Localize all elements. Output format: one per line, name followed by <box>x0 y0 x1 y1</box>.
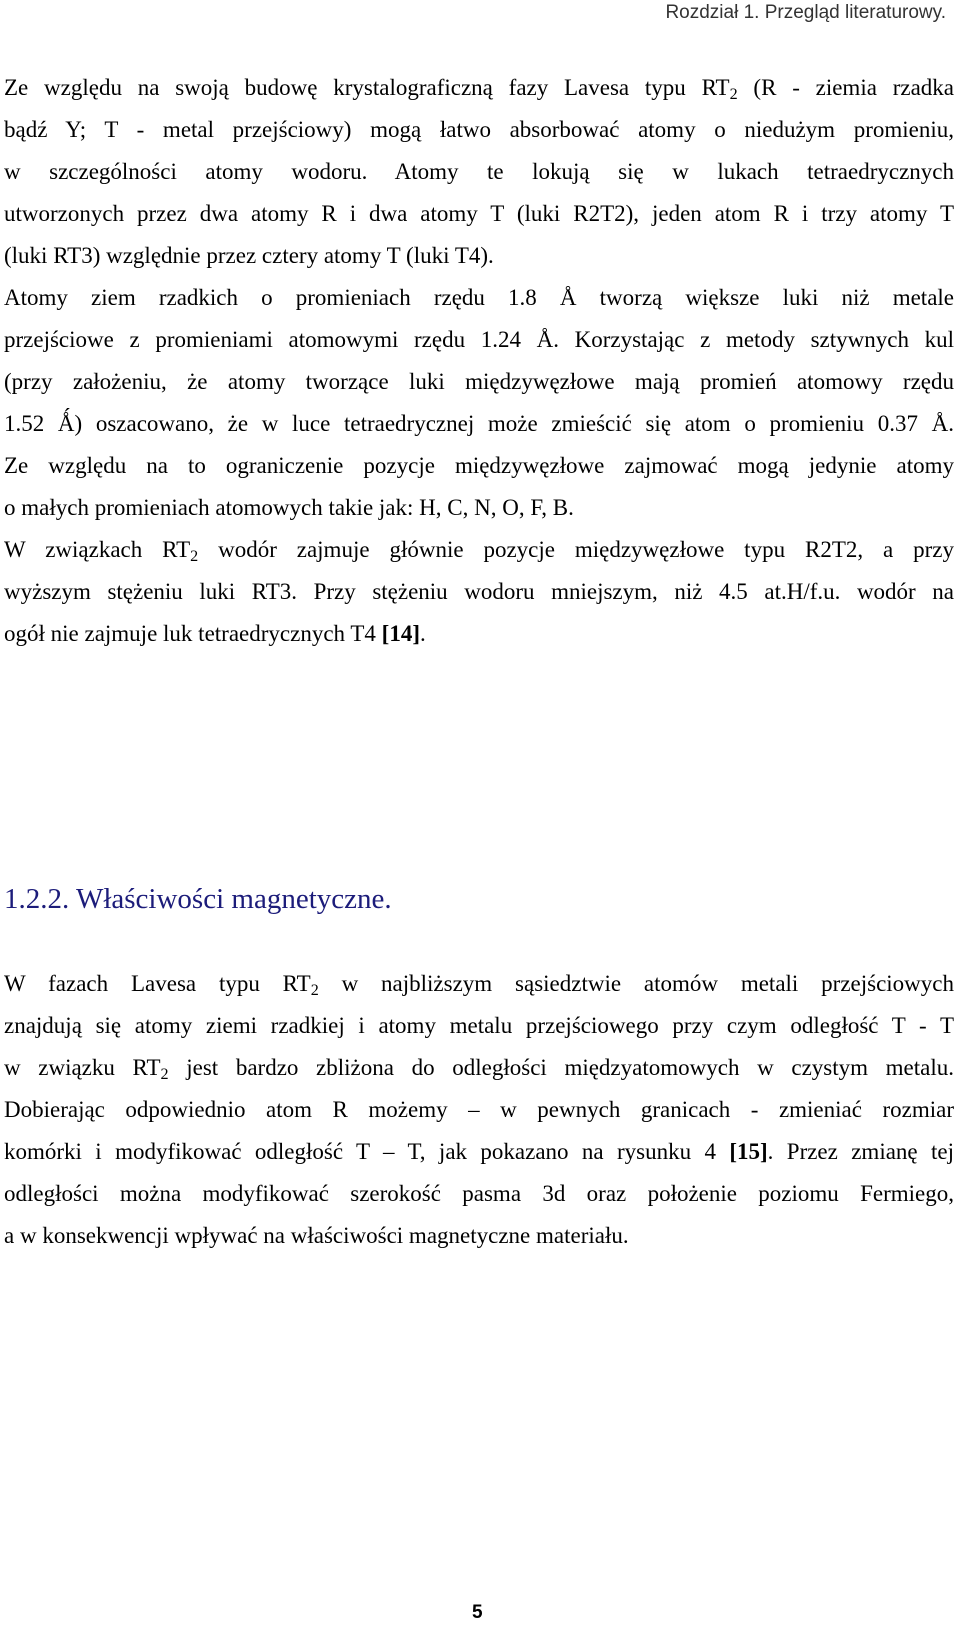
paragraph-1-line-5: (luki RT3) względnie przez cztery atomy T (luki T4). <box>4 243 494 268</box>
paragraph-1-line-1: Ze względu na swoją budowę krystalograficzną fazy Lavesa typu $RT_2$ (R - ziemia rzadka <box>4 75 954 104</box>
paragraph-1-line-2: bądź Y; T - metal przejściowy) mogą łatwo absorbować atomy o niedużym promieniu, <box>4 117 954 142</box>
paragraph-4-line-4: Dobierając odpowiednio atom R możemy – w pewnych granicach - zmieniać rozmiar <box>4 1097 954 1122</box>
page-number: 5 <box>472 1602 483 1623</box>
citation-14: [14] <box>381 621 420 646</box>
paragraph-3-line-1: W związkach $RT_2$ wodór zajmuje głównie pozycje międzywęzłowe typu R2T2, a przy <box>4 537 954 566</box>
section-heading: 1.2.2. Właściwości magnetyczne. <box>4 883 392 915</box>
paragraph-4-line-2: znajdują się atomy ziemi rzadkiej i atomy metalu przejściowego przy czym odległość T - T <box>4 1013 954 1038</box>
paragraph-3-line-3: ogół nie zajmuje luk tetraedrycznych T4 [14]. <box>4 621 426 646</box>
paragraph-2-line-3: (przy założeniu, że atomy tworzące luki międzywęzłowe mają promień atomowy rzędu <box>4 369 954 394</box>
citation-15: [15] <box>729 1139 768 1164</box>
paragraph-4-line-5: komórki i modyfikować odległość T – T, jak pokazano na rysunku 4 [15]. Przez zmianę tej <box>4 1139 954 1164</box>
running-header: Rozdział 1. Przegląd literaturowy. <box>665 2 946 23</box>
paragraph-2-line-2: przejściowe z promieniami atomowymi rzędu 1.24 Å. Korzystając z metody sztywnych kul <box>4 327 954 352</box>
paragraph-2-line-4: 1.52 Ǻ) oszacowano, że w luce tetraedrycznej może zmieścić się atom o promieniu 0.37 Å. <box>4 411 954 436</box>
paragraph-4-line-3: w związku $RT_2$ jest bardzo zbliżona do odległości międzyatomowych w czystym metalu. <box>4 1055 954 1084</box>
paragraph-2-line-1: Atomy ziem rzadkich o promieniach rzędu 1.8 Å tworzą większe luki niż metale <box>4 285 954 310</box>
paragraph-1-line-4: utworzonych przez dwa atomy R i dwa atomy T (luki R2T2), jeden atom R i trzy atomy T <box>4 201 954 226</box>
paragraph-1-line-3: w szczególności atomy wodoru. Atomy te lokują się w lukach tetraedrycznych <box>4 159 954 184</box>
paragraph-3-line-2: wyższym stężeniu luki RT3. Przy stężeniu wodoru mniejszym, niż 4.5 at.H/f.u. wodór na <box>4 579 954 604</box>
paragraph-4-line-7: a w konsekwencji wpływać na właściwości magnetyczne materiału. <box>4 1223 629 1248</box>
paragraph-4-line-1: W fazach Lavesa typu $RT_2$ w najbliższym sąsiedztwie atomów metali przejściowych <box>4 971 954 1000</box>
paragraph-2-line-6: o małych promieniach atomowych takie jak: H, C, N, O, F, B. <box>4 495 574 520</box>
paragraph-2-line-5: Ze względu na to ograniczenie pozycje międzywęzłowe zajmować mogą jedynie atomy <box>4 453 954 478</box>
paragraph-4-line-6: odległości można modyfikować szerokość pasma 3d oraz położenie poziomu Fermiego, <box>4 1181 954 1206</box>
